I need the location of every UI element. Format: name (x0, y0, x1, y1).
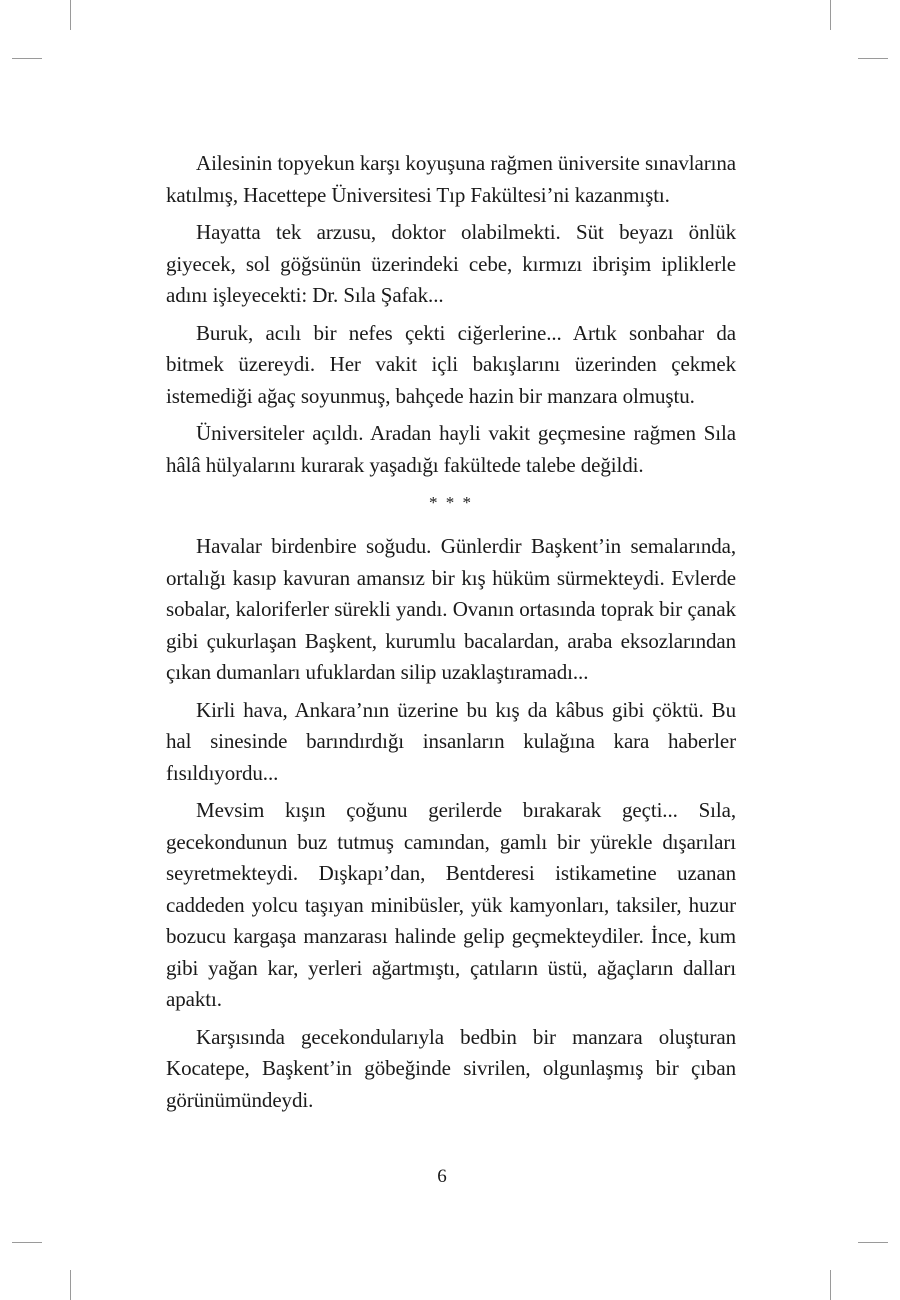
crop-mark-bottom-left-vertical (70, 1270, 71, 1300)
crop-mark-top-right-vertical (830, 0, 831, 30)
section-break: * * * (429, 493, 473, 512)
paragraph: Karşısında gecekondularıyla bedbin bir manzara oluşturan Kocatepe, Başkent’in göbeğinde sivrilen, olgunlaşmış bir çıban görünümündeydi. (166, 1024, 736, 1112)
page-body (166, 148, 736, 1122)
paragraph: Mevsim kışın çoğunu gerilerde bırakarak geçti... Sıla, gecekondunun buz tutmuş camından, gamlı bir yürekle dışarıları seyretmekteydi. Dışkapı’dan, Bentderesi istikametine uzanan caddeden yolcu taşıyan minibüsler, yük kamyonları, taksiler, huzur bozucu kargaşa manzarası halinde gelip geçmekteydiler. İnce, kum gibi yağan kar, yerleri ağartmıştı, çatıların üstü, ağaçların dalları apaktı. (166, 798, 736, 1011)
crop-mark-bottom-left-horizontal (12, 1242, 42, 1243)
paragraph: Ailesinin topyekun karşı koyuşuna rağmen üniversite sınavlarına katılmış, Hacettepe Üniversitesi Tıp Fakültesi’ni kazanmıştı. (166, 151, 736, 207)
page-number: 6 (437, 1166, 447, 1187)
paragraph: Buruk, acılı bir nefes çekti ciğerlerine... Artık sonbahar da bitmek üzereydi. Her vakit içli bakışlarını üzerinden çekmek istemediği ağaç soyunmuş, bahçede hazin bir manzara olmuştu. (166, 320, 736, 408)
paragraph: Hayatta tek arzusu, doktor olabilmekti. Süt beyazı önlük giyecek, sol göğsünün üzerindeki cebe, kırmızı ibrişim ipliklerle adını işleyecekti: Dr. Sıla Şafak... (166, 220, 736, 307)
paragraph: Üniversiteler açıldı. Aradan hayli vakit geçmesine rağmen Sıla hâlâ hülyalarını kurarak yaşadığı fakültede talebe değildi. (166, 421, 736, 477)
crop-mark-top-left-vertical (70, 0, 71, 30)
crop-mark-bottom-right-vertical (830, 1270, 831, 1300)
crop-mark-top-left-horizontal (12, 58, 42, 59)
paragraph: Kirli hava, Ankara’nın üzerine bu kış da kâbus gibi çöktü. Bu hal sinesinde barındırdığı insanların kulağına kara haberler fısıldıyordu... (166, 697, 736, 785)
crop-mark-bottom-right-horizontal (858, 1242, 888, 1243)
crop-mark-top-right-horizontal (858, 58, 888, 59)
paragraph: Havalar birdenbire soğudu. Günlerdir Başkent’in semalarında, ortalığı kasıp kavuran amansız bir kış hüküm sürmekteydi. Evlerde sobalar, kaloriferler sürekli yandı. Ovanın ortasında toprak bir çanak gibi çukurlaşan Başkent, kurumlu bacalardan, araba eksozlarından çıkan dumanları ufuklardan silip uzaklaştıramadı... (166, 534, 736, 684)
